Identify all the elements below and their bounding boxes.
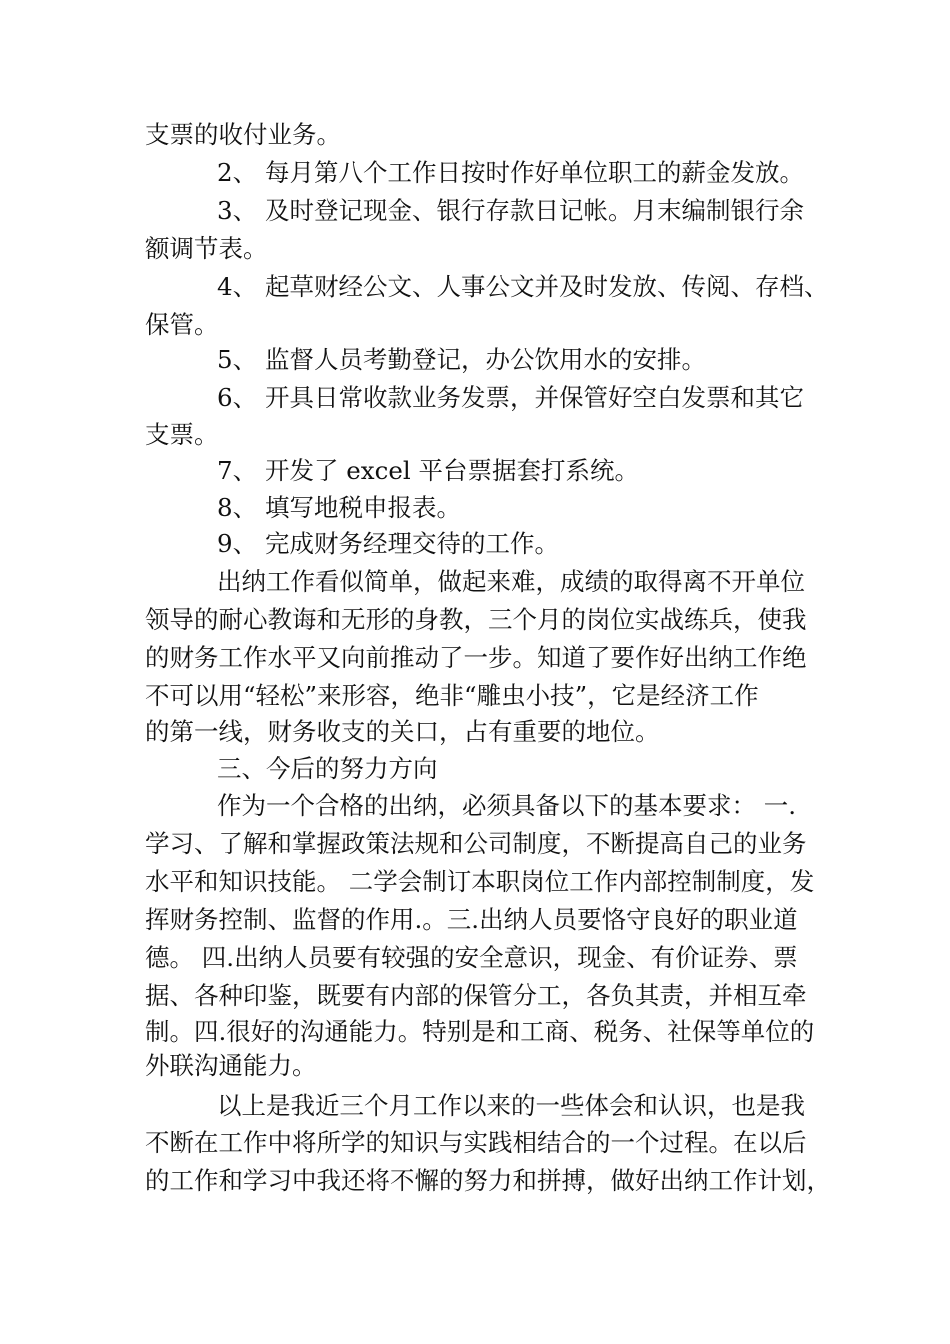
list-number: 2、 [217, 158, 258, 187]
list-item [217, 382, 804, 414]
list-text: 开发了 excel 平台票据套打系统。 [265, 456, 639, 485]
list-number: 4、 [217, 272, 258, 301]
list-text: 监督人员考勤登记，办公饮用水的安排。 [265, 345, 706, 374]
paragraph-line: 的第一线，财务收支的关口，占有重要的地位。 [145, 717, 660, 746]
paragraph-line: 制。四.很好的沟通能力。特别是和工商、税务、社保等单位的 [145, 1017, 815, 1046]
paragraph-line: 挥财务控制、监督的作用.。三.出纳人员要恪守良好的职业道 [145, 905, 798, 934]
list-item [217, 157, 804, 189]
list-item [217, 344, 706, 376]
list-item [217, 271, 829, 303]
paragraph-line: 不断在工作中将所学的知识与实践相结合的一个过程。在以后 [145, 1128, 807, 1157]
section-heading: 三、今后的努力方向 [217, 754, 438, 783]
list-text: 每月第八个工作日按时作好单位职工的薪金发放。 [265, 158, 804, 187]
list-text: 开具日常收款业务发票，并保管好空白发票和其它 [265, 383, 804, 412]
paragraph-line: 作为一个合格的出纳，必须具备以下的基本要求： 一. [217, 791, 797, 820]
paragraph-line: 德。 四.出纳人员要有较强的安全意识，现金、有价证券、票 [145, 943, 798, 972]
paragraph-line: 以上是我近三个月工作以来的一些体会和认识，也是我 [217, 1091, 805, 1120]
list-text: 完成财务经理交待的工作。 [265, 529, 559, 558]
list-text: 起草财经公文、人事公文并及时发放、传阅、存档、 [265, 272, 829, 301]
list-number: 6、 [217, 383, 258, 412]
list-item [217, 492, 461, 524]
list-number: 9、 [217, 529, 258, 558]
text-line: 额调节表。 [145, 234, 268, 263]
list-item [217, 195, 804, 227]
paragraph-line: 的财务工作水平又向前推动了一步。知道了要作好出纳工作绝 [145, 643, 807, 672]
text-line: 保管。 [145, 310, 219, 339]
paragraph-line: 学习、了解和掌握政策法规和公司制度，不断提高自己的业务 [145, 829, 807, 858]
paragraph-line: 领导的耐心教诲和无形的身教，三个月的岗位实战练兵，使我 [145, 605, 807, 634]
paragraph-line: 不可以用“轻松”来形容，绝非“雕虫小技”，它是经济工作 [145, 681, 759, 710]
list-number: 3、 [217, 196, 258, 225]
list-text: 填写地税申报表。 [265, 493, 461, 522]
list-number: 5、 [217, 345, 258, 374]
text-line: 支票的收付业务。 [145, 120, 341, 149]
paragraph-line: 水平和知识技能。 二学会制订本职岗位工作内部控制制度，发 [145, 867, 815, 896]
list-item [217, 455, 639, 487]
list-item [217, 528, 559, 560]
list-number: 7、 [217, 456, 258, 485]
paragraph-line: 出纳工作看似简单，做起来难，成绩的取得离不开单位 [217, 567, 805, 596]
text-line: 支票。 [145, 420, 219, 449]
list-number: 8、 [217, 493, 258, 522]
list-text: 及时登记现金、银行存款日记帐。月末编制银行余 [265, 196, 804, 225]
paragraph-line: 外联沟通能力。 [145, 1051, 317, 1080]
paragraph-line: 据、各种印鉴，既要有内部的保管分工，各负其责，并相互牵 [145, 981, 807, 1010]
paragraph-line: 的工作和学习中我还将不懈的努力和拼搏，做好出纳工作计划， [145, 1166, 831, 1195]
